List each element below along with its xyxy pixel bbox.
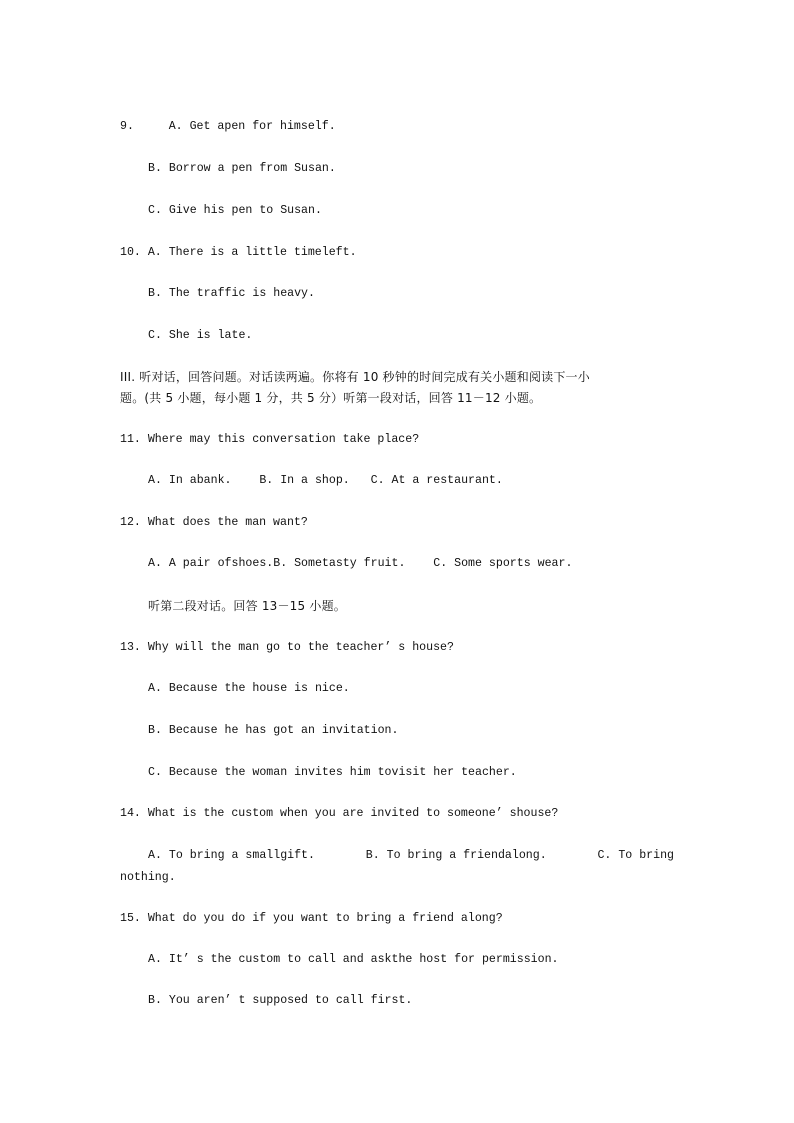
q14-option-c-continued: nothing. — [120, 871, 176, 884]
q9-option-a: 9. A. Get apen for himself. — [120, 120, 336, 133]
q11-options: A. In abank. B. In a shop. C. At a restaurant. — [148, 474, 503, 487]
q14-options — [148, 849, 674, 863]
section3-instructions-line1: III. 听对话，回答问题。对话读两遍。你将有 10 秒钟的时间完成有关小题和阅读下一小 — [120, 370, 590, 384]
q13-question: 13. Why will the man go to the teacher’ s house? — [120, 641, 454, 654]
q15-option-a: A. It’ s the custom to call and askthe host for permission. — [148, 953, 559, 966]
q14-question: 14. What is the custom when you are invited to someone’ shouse? — [120, 807, 559, 820]
q9-option-b: B. Borrow a pen from Susan. — [148, 162, 336, 175]
q9-option-c: C. Give his pen to Susan. — [148, 204, 322, 217]
section3-instructions-line2: 题。(共 5 小题，每小题 1 分，共 5 分）听第一段对话，回答 11－12 小题。 — [120, 391, 542, 405]
dialog2-instructions: 听第二段对话。回答 13－15 小题。 — [148, 599, 346, 613]
q10-option-c: C. She is late. — [148, 329, 253, 342]
q12-question: 12. What does the man want? — [120, 516, 308, 529]
q14-option-a: A. To bring a smallgift. — [148, 849, 315, 862]
q15-question: 15. What do you do if you want to bring a friend along? — [120, 912, 503, 925]
q10-option-a: 10. A. There is a little timeleft. — [120, 246, 357, 259]
q14-option-c: C. To bring — [597, 849, 674, 862]
q14-option-b: B. To bring a friendalong. — [365, 849, 547, 862]
q12-options: A. A pair ofshoes.B. Sometasty fruit. C. Some sports wear. — [148, 557, 573, 570]
q13-option-c: C. Because the woman invites him tovisit her teacher. — [148, 766, 517, 779]
q10-option-b: B. The traffic is heavy. — [148, 287, 315, 300]
q13-option-a: A. Because the house is nice. — [148, 682, 350, 695]
q15-option-b: B. You aren’ t supposed to call first. — [148, 994, 413, 1007]
q13-option-b: B. Because he has got an invitation. — [148, 724, 399, 737]
q11-question: 11. Where may this conversation take place? — [120, 433, 420, 446]
